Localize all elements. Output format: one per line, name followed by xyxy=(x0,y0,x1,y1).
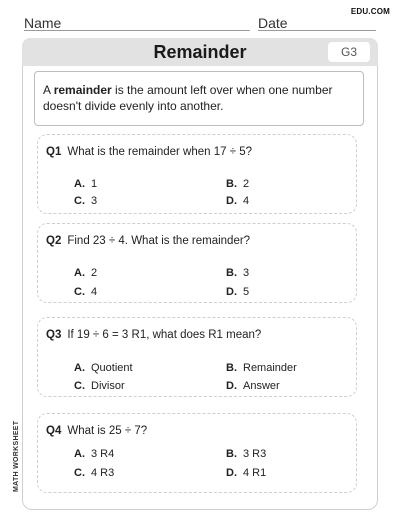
option-text: 4 xyxy=(91,286,98,298)
question-number: Q3 xyxy=(46,329,62,341)
question-text: Find 23 ÷ 4. What is the remainder? xyxy=(67,235,251,247)
option-letter: B. xyxy=(226,267,237,279)
option-c[interactable] xyxy=(74,380,125,392)
option-a[interactable] xyxy=(74,362,133,374)
intro-box xyxy=(34,71,364,126)
option-text: 2 xyxy=(243,178,250,190)
option-letter: A. xyxy=(74,178,85,190)
option-letter: C. xyxy=(74,286,85,298)
question-prompt xyxy=(46,146,252,158)
option-c[interactable] xyxy=(74,467,114,479)
question-card-1 xyxy=(37,134,357,214)
option-text: Answer xyxy=(243,380,280,392)
option-text: 5 xyxy=(243,286,250,298)
option-c[interactable] xyxy=(74,195,97,207)
option-d[interactable] xyxy=(226,380,280,392)
question-text: What is the remainder when 17 ÷ 5? xyxy=(67,146,253,158)
header-row xyxy=(0,0,400,40)
option-text: 4 R3 xyxy=(91,467,115,479)
option-text: Quotient xyxy=(91,362,133,374)
worksheet-title: Remainder xyxy=(153,42,247,62)
option-d[interactable] xyxy=(226,467,266,479)
option-a[interactable] xyxy=(74,267,97,279)
option-a[interactable] xyxy=(74,178,97,190)
grade-badge: G3 xyxy=(328,42,370,62)
intro-suffix: is the amount left over when one number doesn't divide evenly into another. xyxy=(43,83,333,113)
option-letter: D. xyxy=(226,467,237,479)
title-band xyxy=(22,38,378,66)
option-letter: A. xyxy=(74,267,85,279)
option-text: 3 xyxy=(243,267,250,279)
option-text: 4 R1 xyxy=(243,467,267,479)
option-text: Divisor xyxy=(91,380,125,392)
question-number: Q2 xyxy=(46,235,62,247)
option-text: 1 xyxy=(91,178,98,190)
option-text: 3 R3 xyxy=(243,448,267,460)
question-card-4 xyxy=(37,413,357,493)
question-number: Q4 xyxy=(46,425,62,437)
option-d[interactable] xyxy=(226,286,249,298)
question-text: If 19 ÷ 6 = 3 R1, what does R1 mean? xyxy=(67,329,262,341)
edu-logo: EDU.COM xyxy=(350,7,390,16)
option-b[interactable] xyxy=(226,448,266,460)
option-letter: B. xyxy=(226,178,237,190)
option-text: 3 R4 xyxy=(91,448,115,460)
option-text: Remainder xyxy=(243,362,297,374)
question-prompt xyxy=(46,235,250,247)
option-letter: C. xyxy=(74,195,85,207)
question-prompt xyxy=(46,329,261,341)
date-label: Date xyxy=(258,15,288,31)
intro-term: remainder xyxy=(53,83,112,97)
option-c[interactable] xyxy=(74,286,97,298)
option-a[interactable] xyxy=(74,448,114,460)
option-letter: D. xyxy=(226,380,237,392)
option-letter: B. xyxy=(226,448,237,460)
option-letter: C. xyxy=(74,467,85,479)
name-line xyxy=(24,30,250,31)
option-letter: C. xyxy=(74,380,85,392)
option-b[interactable] xyxy=(226,267,249,279)
option-letter: D. xyxy=(226,286,237,298)
date-line xyxy=(258,30,376,31)
question-text: What is 25 ÷ 7? xyxy=(67,425,148,437)
option-letter: A. xyxy=(74,448,85,460)
question-card-3 xyxy=(37,317,357,397)
option-b[interactable] xyxy=(226,178,249,190)
option-letter: D. xyxy=(226,195,237,207)
option-d[interactable] xyxy=(226,195,249,207)
option-text: 3 xyxy=(91,195,98,207)
option-text: 2 xyxy=(91,267,98,279)
intro-prefix: A xyxy=(43,83,54,97)
option-letter: B. xyxy=(226,362,237,374)
option-text: 4 xyxy=(243,195,250,207)
question-number: Q1 xyxy=(46,146,62,158)
question-prompt xyxy=(46,425,147,437)
question-card-2 xyxy=(37,223,357,303)
side-label: MATH WORKSHEET xyxy=(13,420,20,492)
name-label: Name xyxy=(24,15,62,31)
option-letter: A. xyxy=(74,362,85,374)
option-b[interactable] xyxy=(226,362,297,374)
